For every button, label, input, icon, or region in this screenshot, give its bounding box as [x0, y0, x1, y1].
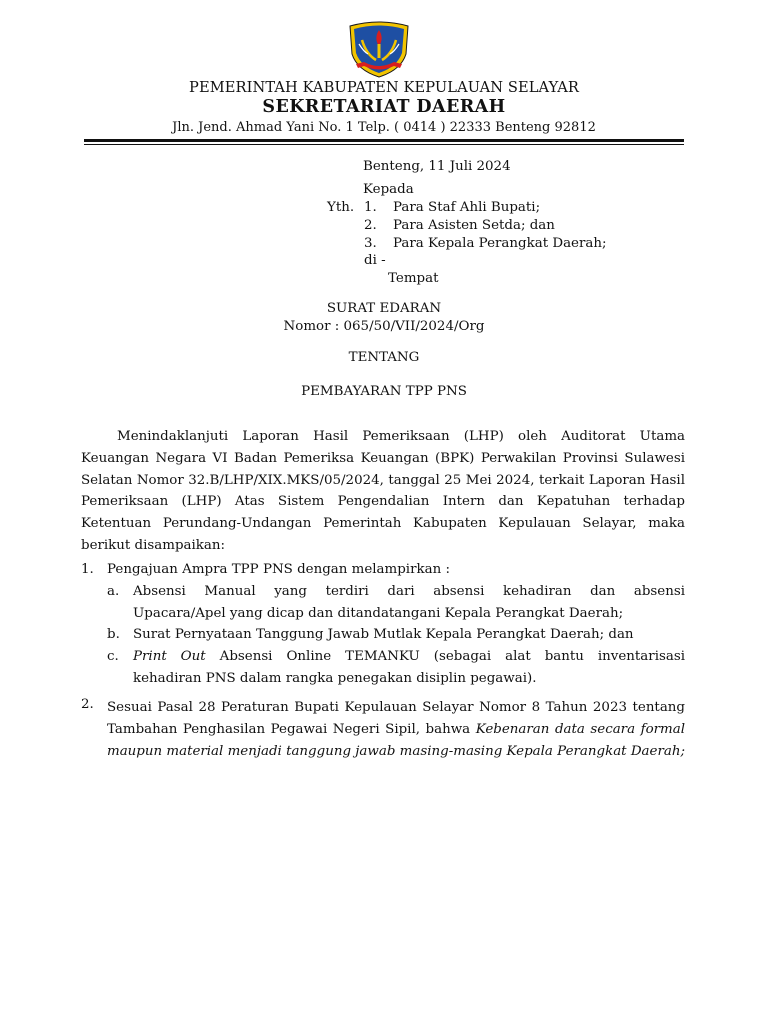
- point-1-text: Pengajuan Ampra TPP PNS dengan melampirkan :: [107, 562, 450, 577]
- sub-a-letter: a.: [107, 584, 120, 599]
- letter-subject: PEMBAYARAN TPP PNS: [301, 384, 467, 399]
- letterhead-address: Jln. Jend. Ahmad Yani No. 1 Telp. ( 0414 ) 22333 Benteng 92812: [172, 120, 596, 135]
- letterhead-office: SEKRETARIAT DAERAH: [262, 97, 506, 117]
- recipient-yth: Yth.: [327, 200, 355, 215]
- recipient-kepada: Kepada: [363, 182, 414, 197]
- intro-paragraph: Menindaklanjuti Laporan Hasil Pemeriksaan (LHP) oleh Auditorat Utama Keuangan Negara VI Badan Pemeriksa Keuangan (BPK) Perwakilan Provinsi Sulawesi Selatan Nomor 32.B/LHP/XIX.MKS/05/2024, tanggal 25 Mei 2024, terkait Laporan Hasil Pemeriksaan (LHP) Atas Sistem Pengendalian Intern dan Kepatuhan terhadap Ketentuan Perundang-Undangan Pemerintah Kabupaten Kepulauan Selayar, maka berikut disampaikan:: [81, 429, 685, 553]
- recipient-num-3: 3.: [364, 236, 377, 251]
- sub-a-line-1: Absensi Manual yang terdiri dari absensi kehadiran dan absensi: [133, 584, 685, 599]
- sub-c-line-2: kehadiran PNS dalam rangka penegakan disiplin pegawai).: [133, 671, 537, 686]
- letter-type: SURAT EDARAN: [326, 301, 442, 316]
- sub-a-line-2: Upacara/Apel yang dicap dan ditandatangani Kepala Perangkat Daerah;: [133, 606, 624, 621]
- letterhead-thin-rule: [84, 144, 684, 145]
- letter-number: Nomor : 065/50/VII/2024/Org: [283, 319, 485, 334]
- sub-c-letter: c.: [107, 649, 119, 664]
- recipient-di: di -: [364, 253, 386, 268]
- recipient-num-2: 2.: [364, 218, 377, 233]
- point-2-text: [107, 697, 685, 762]
- point-2-normal: Sesuai Pasal 28 Peraturan Bupati Kepulauan Selayar Nomor 8 Tahun 2023 tentang Tambahan Penghasilan Pegawai Negeri Sipil, bahwa: [107, 700, 685, 737]
- recipient-tempat: Tempat: [388, 271, 439, 286]
- point-1-number: 1.: [81, 562, 94, 577]
- letterhead-thick-rule: [84, 139, 684, 142]
- point-2-number: 2.: [81, 697, 94, 712]
- sub-c-italic: Print Out: [133, 649, 206, 664]
- sub-b-text: Surat Pernyataan Tanggung Jawab Mutlak Kepala Perangkat Daerah; dan: [133, 627, 634, 642]
- regency-coat-of-arms-logo: [346, 20, 412, 78]
- sub-c-line-1-rest: Absensi Online TEMANKU (sebagai alat bantu inventarisasi: [205, 649, 685, 664]
- letterhead-government: PEMERINTAH KABUPATEN KEPULAUAN SELAYAR: [189, 79, 579, 96]
- recipient-item-1: Para Staf Ahli Bupati;: [393, 200, 541, 215]
- recipient-num-1: 1.: [364, 200, 377, 215]
- point-2-italic: Kebenaran data secara formal maupun material menjadi tanggung jawab masing-masing Kepala Perangkat Daerah;: [107, 721, 685, 759]
- tentang-heading: TENTANG: [348, 350, 420, 365]
- recipient-item-2: Para Asisten Setda; dan: [393, 218, 555, 233]
- recipient-item-3: Para Kepala Perangkat Daerah;: [393, 236, 607, 251]
- date-line: Benteng, 11 Juli 2024: [363, 159, 511, 174]
- sub-b-letter: b.: [107, 627, 120, 642]
- sub-c-line-1: [133, 649, 685, 664]
